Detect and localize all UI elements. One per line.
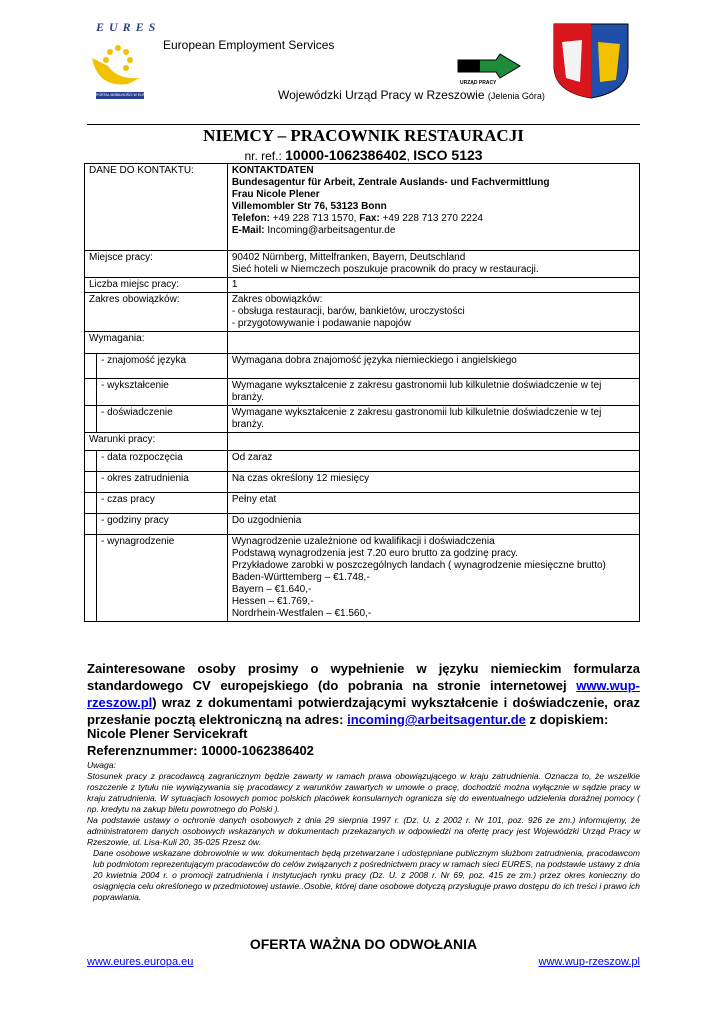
reference-number: Referenznummer: 10000-1062386402	[87, 743, 314, 758]
table-row	[85, 164, 640, 251]
table-row	[85, 514, 640, 535]
place-value: 90402 Nürnberg, Mittelfranken, Bayern, Deutschland Sieć hoteli w Niemczech poszukuje pracownik do pracy w restauracji.	[227, 251, 639, 278]
period-label: - okres zatrudnienia	[96, 472, 227, 493]
conditions-label: Warunki pracy:	[85, 433, 228, 451]
offer-validity: OFERTA WAŻNA DO ODWOŁANIA	[249, 936, 478, 952]
application-instructions: Zainteresowane osoby prosimy o wypełnienie w języku niemieckim formularza standardowego CV europejskiego (do pobrania na stronie internetowej www.wup-rzeszow.pl) wraz z dokumentami potwierdzającymi wykształcenie i doświadczenie, oraz przesłanie pocztą elektroniczną na adres: incoming@arbeitsagentur.de z dopiskiem:	[87, 661, 640, 727]
header-rule	[87, 124, 640, 125]
table-row	[85, 278, 640, 293]
table-row	[85, 293, 640, 332]
worktime-label: - czas pracy	[96, 493, 227, 514]
language-value: Wymagana dobra znajomość języka niemieckiego i angielskiego	[227, 354, 639, 379]
experience-value: Wymagane wykształcenie z zakresu gastronomii lub kilkuletnie doświadczenie w tej branży.	[227, 406, 639, 433]
table-row	[85, 332, 640, 354]
table-row	[85, 406, 640, 433]
table-row	[85, 433, 640, 451]
urzad-pracy-logo	[456, 52, 522, 92]
period-value: Na czas określony 12 miesięcy	[227, 472, 639, 493]
salary-value: Wynagrodzenie uzależnione od kwalifikacji i doświadczenia Podstawą wynagrodzenia jest 7.20 euro brutto za godzinę pracy. Przykładowe zarobki w poszczególnych landach ( wynagrodzenie miesięczne brutto) Baden-Württemberg – €1.748,- Bayern – €1.640,- Hessen – €1.769,- Nordrhein-Westfalen – €1.560,-	[227, 535, 639, 622]
place-label: Miejsce pracy:	[85, 251, 228, 278]
table-row	[85, 451, 640, 472]
email-link[interactable]: incoming@arbeitsagentur.de	[347, 712, 526, 727]
page-title: NIEMCY – PRACOWNIK RESTAURACJI	[203, 126, 524, 145]
contact-details: KONTAKTDATEN Bundesagentur für Arbeit, Zentrale Auslands- und Fachvermittlung Frau Nicole Plener Villemombler Str 76, 53123 Bonn Telefon: +49 228 713 1570, Fax: +49 228 713 270 2224 E-Mail: Incoming@arbeitsagentur.de	[227, 164, 639, 251]
wup-footer-link[interactable]: www.wup-rzeszow.pl	[538, 956, 640, 968]
services-name: European Employment Services	[163, 38, 335, 52]
offer-table	[84, 163, 640, 622]
legal-notes: Uwaga: Stosunek pracy z pracodawcą zagranicznym będzie zawarty w ramach prawa obowiązującego w kraju zatrudnienia. Oznacza to, że wszelkie roszczenie z tytułu nie wywiązywania się pracodawcy z warunków zawartych w umowie o pracę, dochodzić można wyłącznie w sądzie pracy w kraju zatrudnienia. W sytuacjach losowych pomoc polskich placówek konsularnych ogranicza się do ewentualnego udzielenia doraźnej pomocy ( np. kredytu na zakup biletu powrotnego do Polski ). Na podstawie ustawy o ochronie danych osobowych z dnia 29 sierpnia 1997 r. (Dz. U. z 2002 r. Nr 101, poz. 926 ze zm.) informujemy, że administratorem danych osobowych wskazanych w dokumentach przekazanych w odpowiedzi na ofertę pracy jest Wojewódzki Urząd Pracy w Rzeszowie, ul. Lisa-Kuli 20, 35-025 Rzesz ów. Dane osobowe wskazane dobrowolnie w ww. dokumentach będą przetwarzane i udostępniane publicznym służbom zatrudnienia, pracodawcom lub podmiotom reprezentującym pracodawców do celów związanych z pośrednictwem pracy w ramach sieci EURES, na podstawie ustawy z dnia 20 kwietnia 2004 r. o promocji zatrudnienia i instytucjach rynku pracy (Dz. U. z 2008 r. Nr 69, poz. 415 ze zm.) przez okres konieczny do osiągnięcia celu określonego w przedmiotowej ustawie..Osobie, której dane osobowe dotyczą przysługuje prawo dostępu do ich treści i prawo ich poprawiania.	[87, 760, 640, 902]
requirements-label: Wymagania:	[85, 332, 228, 354]
office-name: Wojewódzki Urząd Pracy w Rzeszowie (Jelenia Góra)	[278, 88, 545, 102]
table-row	[85, 379, 640, 406]
urzad-pracy-label: URZĄD PRACY	[460, 80, 497, 86]
start-label: - data rozpoczęcia	[96, 451, 227, 472]
table-row	[85, 354, 640, 379]
experience-label: - doświadczenie	[96, 406, 227, 433]
eures-wordmark: EURES	[96, 20, 161, 34]
hours-label: - godziny pracy	[96, 514, 227, 535]
salary-label: - wynagrodzenie	[96, 535, 227, 622]
eures-tagline: PORTAL MOBILNOŚCI W EUROPIE	[96, 93, 154, 97]
subject-line: Nicole Plener Servicekraft	[87, 726, 248, 741]
coat-of-arms	[552, 22, 630, 100]
wup-link[interactable]: www.wup-rzeszow.pl	[87, 678, 640, 710]
duties-value: Zakres obowiązków: - obsługa restauracji, barów, bankietów, uroczystości - przygotowywanie i podawanie napojów	[227, 293, 639, 332]
start-value: Od zaraz	[227, 451, 639, 472]
eures-footer-link[interactable]: www.eures.europa.eu	[87, 956, 194, 968]
contact-label: DANE DO KONTAKTU:	[85, 164, 228, 251]
education-label: - wykształcenie	[96, 379, 227, 406]
table-row	[85, 493, 640, 514]
hours-value: Do uzgodnienia	[227, 514, 639, 535]
table-row	[85, 251, 640, 278]
duties-label: Zakres obowiązków:	[85, 293, 228, 332]
table-row	[85, 472, 640, 493]
table-row	[85, 535, 640, 622]
count-label: Liczba miejsc pracy:	[85, 278, 228, 293]
education-value: Wymagane wykształcenie z zakresu gastronomii lub kilkuletnie doświadczenie w tej branży.	[227, 379, 639, 406]
language-label: - znajomość języka	[96, 354, 227, 379]
worktime-value: Pełny etat	[227, 493, 639, 514]
count-value: 1	[227, 278, 639, 293]
reference-line: nr. ref.: 10000-1062386402, ISCO 5123	[244, 147, 483, 163]
